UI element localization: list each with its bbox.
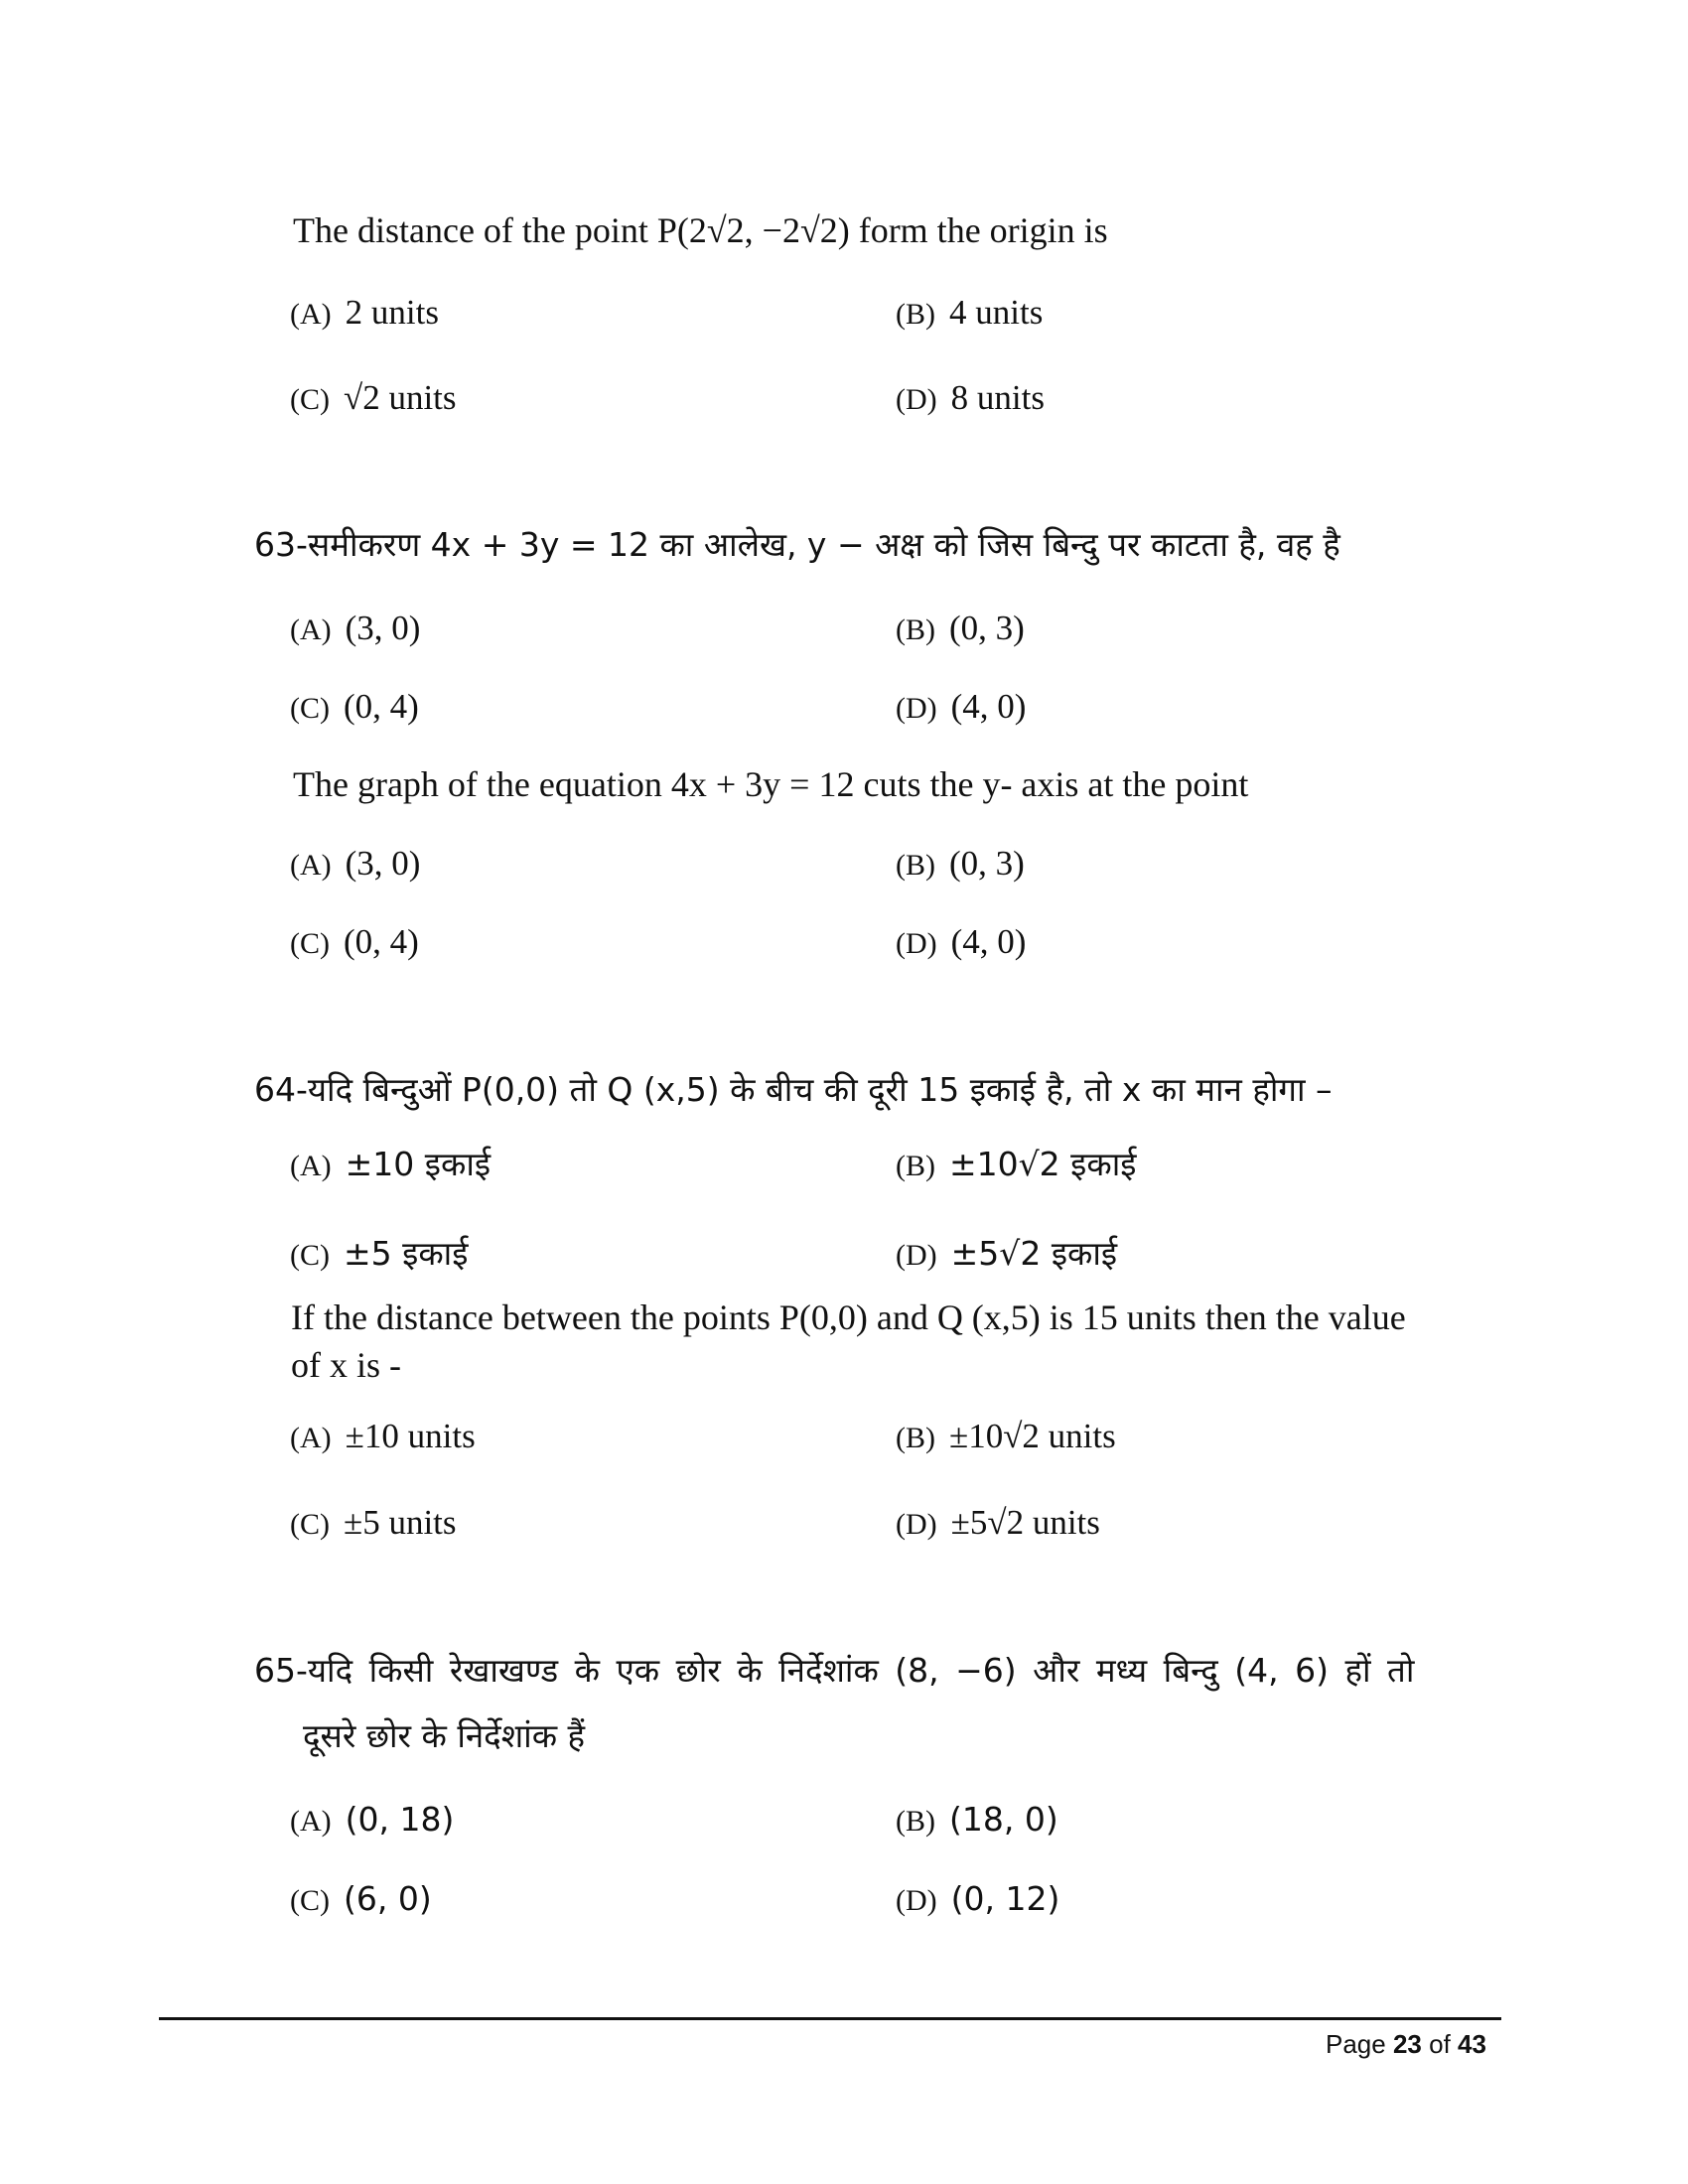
option-text: (0, 18)	[345, 1800, 455, 1839]
option-text: 2 units	[345, 293, 439, 332]
option-letter: (B)	[896, 614, 935, 646]
option-text: (0, 3)	[949, 609, 1025, 647]
option-text: 4 units	[949, 293, 1044, 332]
option-letter: (D)	[896, 1239, 937, 1272]
q64-hindi-option-a	[290, 1142, 491, 1188]
footer-rule	[159, 2017, 1501, 2020]
option-letter: (C)	[290, 927, 330, 960]
option-letter: (C)	[290, 1884, 330, 1917]
option-text: √2 units	[344, 378, 457, 417]
option-letter: (A)	[290, 1805, 332, 1838]
option-text: (0, 3)	[949, 844, 1025, 883]
option-letter: (B)	[896, 849, 935, 882]
option-text: (6, 0)	[344, 1879, 432, 1918]
q62-option-b	[896, 290, 1043, 337]
page-word: Page	[1326, 2029, 1386, 2059]
option-letter: (B)	[896, 1805, 935, 1838]
option-letter: (A)	[290, 298, 332, 331]
option-letter: (C)	[290, 692, 330, 725]
option-text: ±5 units	[344, 1503, 457, 1542]
option-text: (18, 0)	[949, 1800, 1058, 1839]
q63-hindi-option-c	[290, 684, 419, 731]
q62-option-a	[290, 290, 439, 337]
option-letter: (B)	[896, 1150, 935, 1182]
page-total: 43	[1458, 2029, 1486, 2059]
q64-option-c	[290, 1500, 457, 1547]
q64-hindi-option-d	[896, 1231, 1117, 1278]
q65-hindi-stem-line1: 65-यदि किसी रेखाखण्ड के एक छोर के निर्देशांक (8, −6) और मध्य बिन्दु (4, 6) हों तो	[254, 1651, 1415, 1690]
option-text: (4, 0)	[950, 687, 1027, 726]
option-text: ±5 इकाई	[344, 1234, 469, 1273]
option-text: ±10 units	[345, 1417, 476, 1455]
q63-hindi-option-b	[896, 606, 1025, 652]
option-letter: (C)	[290, 383, 330, 416]
q65-option-a	[290, 1797, 454, 1843]
option-letter: (D)	[896, 1884, 937, 1917]
q63-english-stem: The graph of the equation 4x + 3y = 12 cuts the y- axis at the point	[293, 764, 1249, 804]
option-letter: (A)	[290, 1422, 332, 1454]
q63-option-a	[290, 841, 420, 887]
q65-option-c	[290, 1876, 432, 1923]
option-letter: (A)	[290, 849, 332, 882]
page-number: 23	[1392, 2029, 1422, 2059]
option-letter: (B)	[896, 1422, 935, 1454]
option-letter: (B)	[896, 298, 935, 331]
q65-option-d	[896, 1876, 1059, 1923]
option-text: ±10√2 units	[949, 1417, 1116, 1455]
q62-option-d	[896, 375, 1045, 422]
q64-english-stem-line2: of x is -	[291, 1345, 401, 1385]
q63-option-c	[290, 919, 419, 966]
option-letter: (A)	[290, 1150, 332, 1182]
q64-option-d	[896, 1500, 1100, 1547]
option-text: (0, 4)	[344, 922, 419, 961]
q65-hindi-stem-line2: दूसरे छोर के निर्देशांक हैं	[303, 1716, 586, 1755]
option-text: (0, 4)	[344, 687, 419, 726]
q63-option-b	[896, 841, 1025, 887]
q64-hindi-stem: 64-यदि बिन्दुओं P(0,0) तो Q (x,5) के बीच की दूरी 15 इकाई है, तो x का मान होगा –	[254, 1070, 1333, 1109]
option-text: 8 units	[950, 378, 1045, 417]
q63-hindi-stem: 63-समीकरण 4x + 3y = 12 का आलेख, y − अक्ष को जिस बिन्दु पर काटता है, वह है	[254, 525, 1340, 564]
q63-hindi-option-d	[896, 684, 1026, 731]
page-footer	[1326, 2027, 1486, 2061]
option-letter: (D)	[896, 927, 937, 960]
q64-hindi-option-b	[896, 1142, 1136, 1188]
q63-hindi-option-a	[290, 606, 420, 652]
q63-option-d	[896, 919, 1026, 966]
option-text: (4, 0)	[950, 922, 1027, 961]
option-letter: (C)	[290, 1239, 330, 1272]
option-letter: (D)	[896, 1508, 937, 1541]
q64-option-b	[896, 1414, 1116, 1460]
q62-english-stem: The distance of the point P(2√2, −2√2) form the origin is	[293, 210, 1108, 250]
option-text: (0, 12)	[950, 1879, 1060, 1918]
option-letter: (C)	[290, 1508, 330, 1541]
option-text: ±10 इकाई	[345, 1145, 492, 1183]
option-letter: (A)	[290, 614, 332, 646]
option-text: (3, 0)	[345, 609, 421, 647]
q65-option-b	[896, 1797, 1058, 1843]
option-text: ±5√2 units	[950, 1503, 1100, 1542]
q64-option-a	[290, 1414, 476, 1460]
q64-english-stem-line1: If the distance between the points P(0,0) and Q (x,5) is 15 units then the value	[291, 1297, 1406, 1337]
option-text: ±10√2 इकाई	[949, 1145, 1137, 1183]
of-word: of	[1429, 2029, 1451, 2059]
option-text: (3, 0)	[345, 844, 421, 883]
option-letter: (D)	[896, 692, 937, 725]
q62-option-c	[290, 375, 457, 422]
option-text: ±5√2 इकाई	[950, 1234, 1118, 1273]
option-letter: (D)	[896, 383, 937, 416]
q64-hindi-option-c	[290, 1231, 468, 1278]
